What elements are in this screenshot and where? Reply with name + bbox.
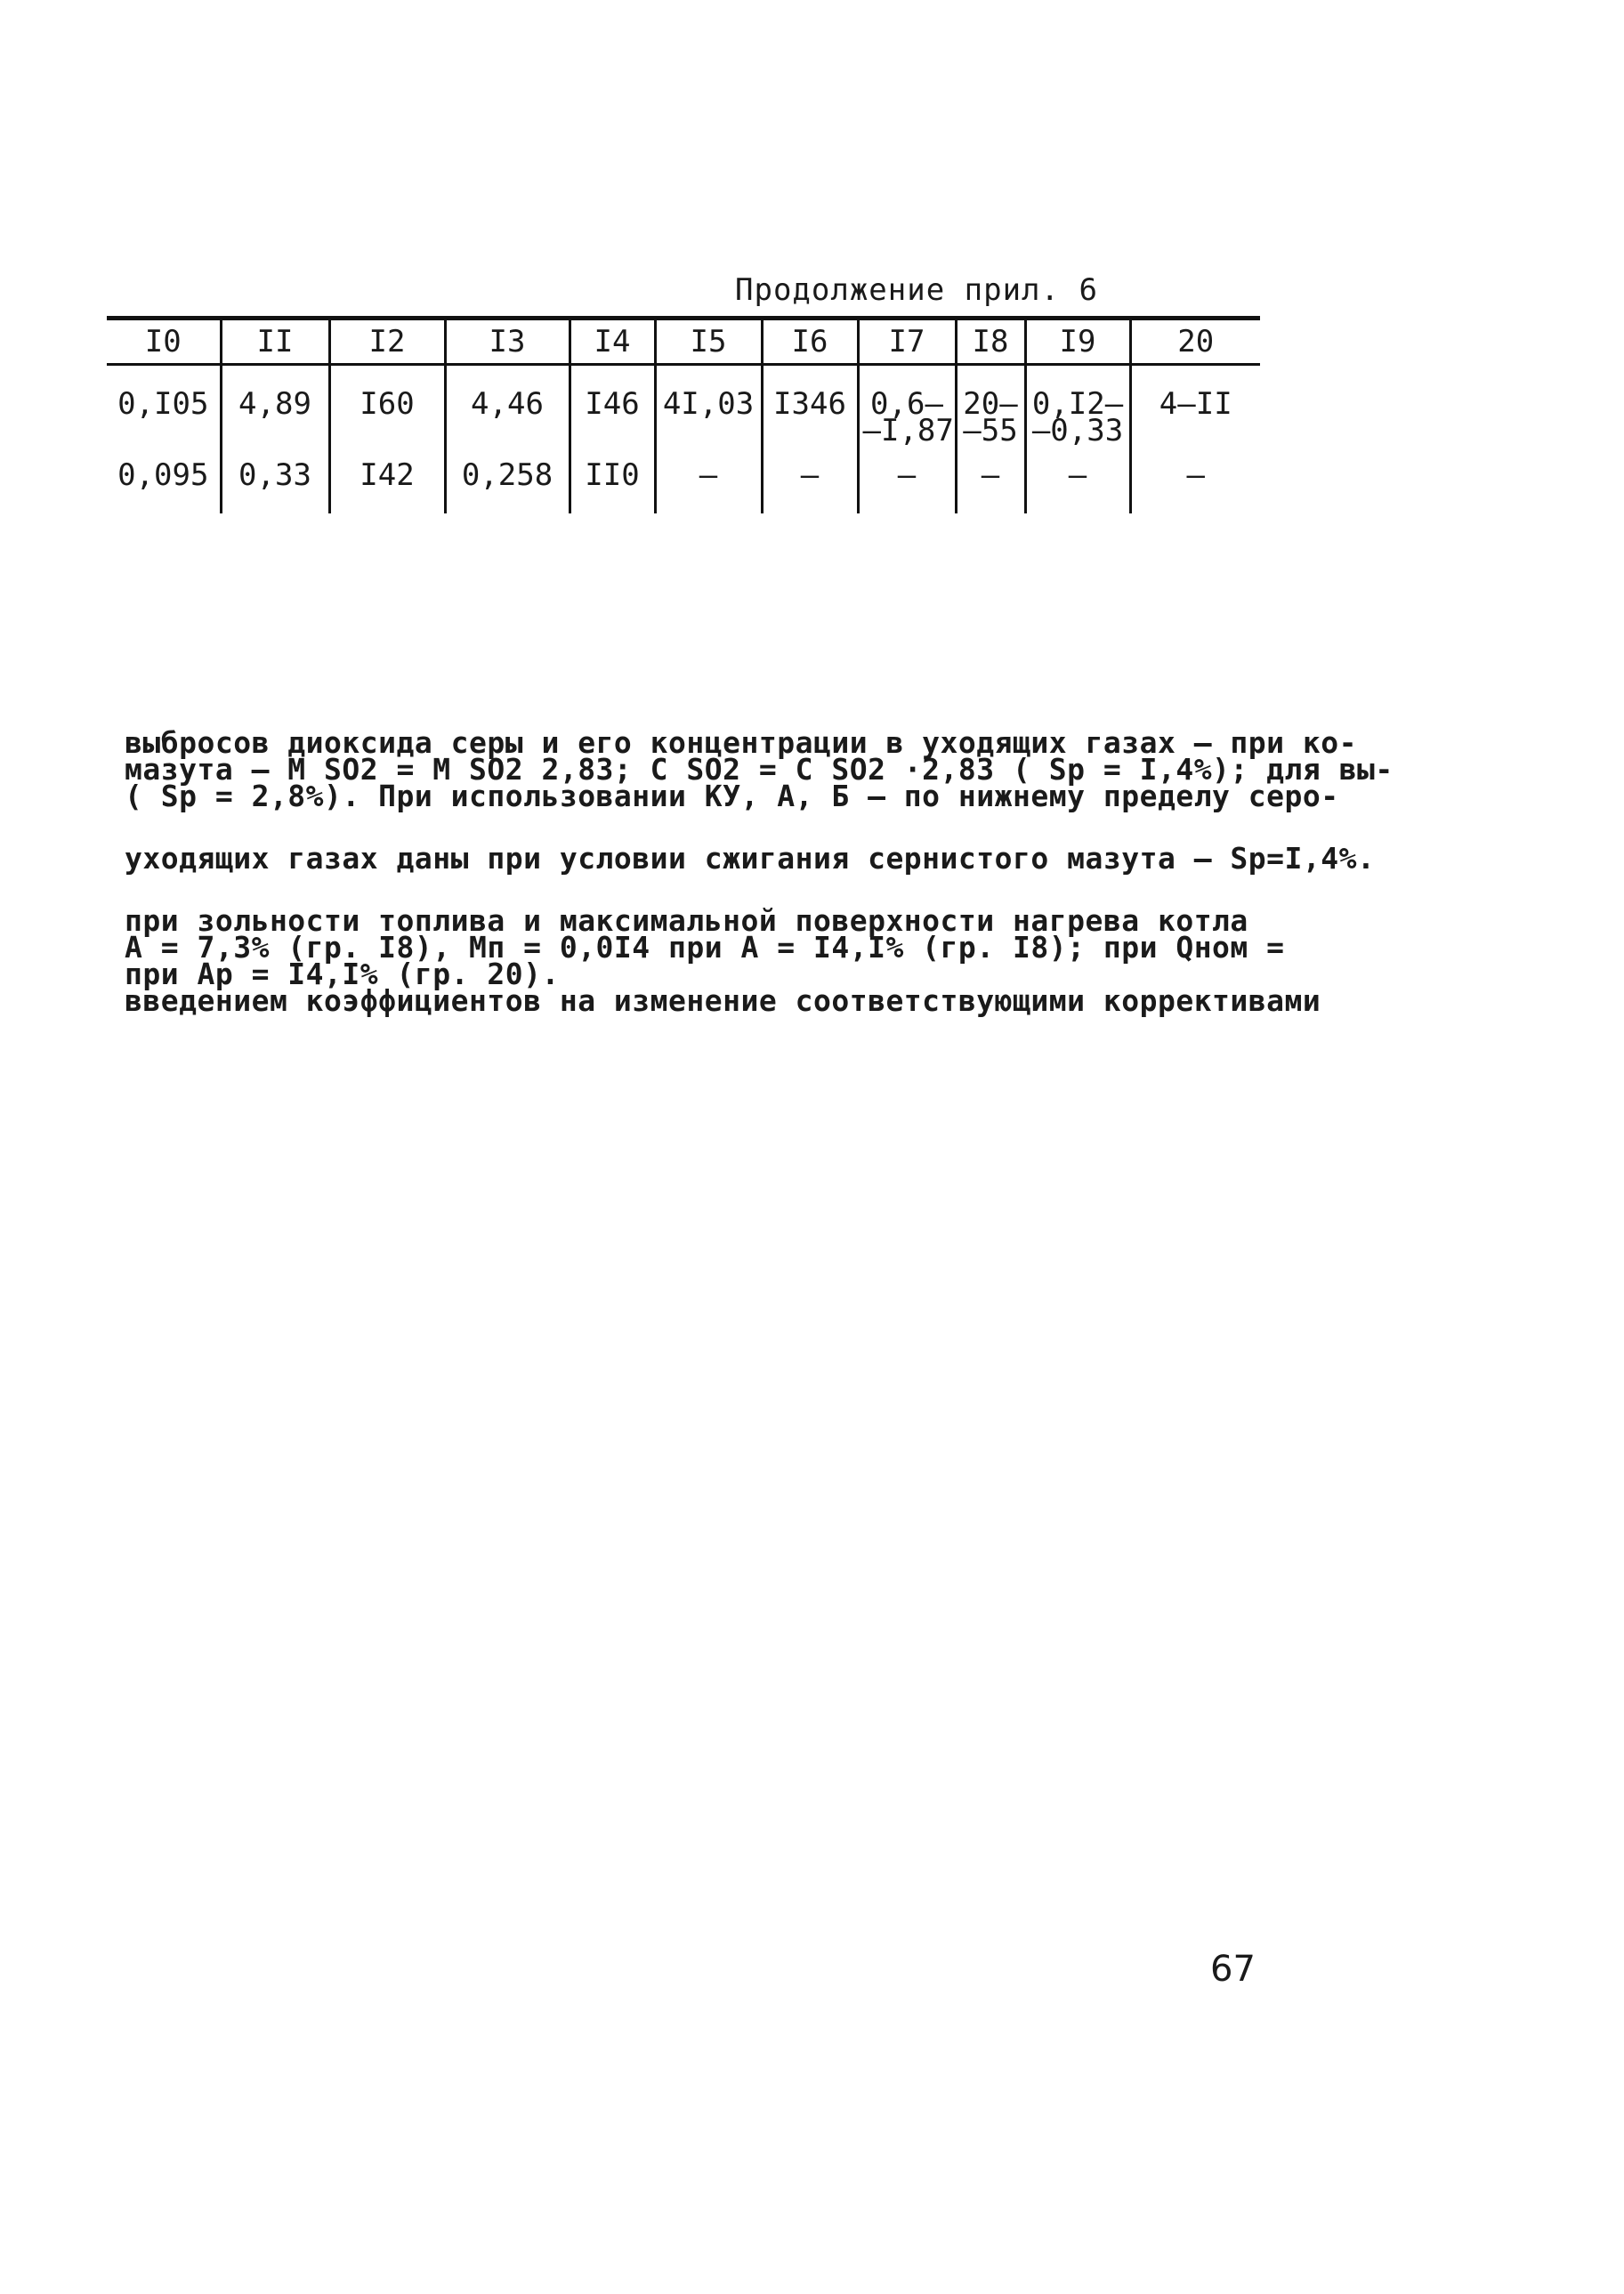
column-header: I4 (570, 319, 655, 365)
note-line: А = 7,3% (гр. I8), Mп = 0,0I4 при А = I4,I% (гр. I8); при Qном = (125, 930, 1285, 965)
table-cell: – (1130, 449, 1260, 513)
column-header: I7 (858, 319, 956, 365)
spacer (125, 810, 1299, 845)
table-cell: – (655, 449, 762, 513)
column-header: I5 (655, 319, 762, 365)
data-table (107, 316, 1260, 513)
table-cell: – (858, 449, 956, 513)
table-cell: II0 (570, 449, 655, 513)
column-header: I9 (1025, 319, 1130, 365)
table-row (107, 449, 1260, 513)
column-header: I0 (144, 324, 182, 359)
note-line: ( Sр = 2,8%). При использовании КУ, А, Б – по нижнему пределу серо- (125, 779, 1339, 813)
continuation-label: Продолжение прил. 6 (735, 272, 1098, 308)
table-cell: 4,89 (221, 365, 329, 450)
table-cell: I46 (570, 365, 655, 450)
spacer (125, 872, 1299, 908)
column-header: I2 (329, 319, 445, 365)
column-header: I8 (956, 319, 1025, 365)
table-cell: 4I,03 (655, 365, 762, 450)
column-header: I3 (445, 319, 570, 365)
table-cell: – (956, 449, 1025, 513)
note-line: при зольности топлива и максимальной поверхности нагрева котла (125, 903, 1248, 938)
page-number: 67 (1210, 1949, 1256, 1990)
table-cell: 4,46 (445, 365, 570, 450)
table-cell: 0,33 (221, 449, 329, 513)
table-cell: 0,6– –I,87 (858, 365, 956, 450)
note-line: выбросов диоксида серы и его концентрации в уходящих газах – при ко- (125, 725, 1358, 760)
table-cell: 0,095 (117, 457, 209, 493)
table-cell: 0,I2– –0,33 (1025, 365, 1130, 450)
table-cell: I60 (329, 365, 445, 450)
table-cell: I346 (762, 365, 858, 450)
table-cell: 4–II (1130, 365, 1260, 450)
table-cell: I42 (329, 449, 445, 513)
note-line: уходящих газах даны при условии сжигания сернистого мазута – Sр=I,4%. (125, 841, 1376, 876)
column-header: 20 (1130, 319, 1260, 365)
table-header-row (107, 319, 1260, 365)
notes-section (125, 725, 1394, 1018)
column-header: I6 (762, 319, 858, 365)
table-cell: – (762, 449, 858, 513)
table-cell: 0,258 (445, 449, 570, 513)
table-cell: – (1025, 449, 1130, 513)
column-header: II (221, 319, 329, 365)
table-cell: 20– –55 (956, 365, 1025, 450)
note-line: введением коэффициентов на изменение соответствующими коррективами (125, 983, 1321, 1018)
table-row (107, 365, 1260, 450)
note-line: при Aр = I4,I% (гр. 20). (125, 957, 560, 991)
table-cell: 0,I05 (117, 386, 209, 422)
note-line: мазута – M SO2 = M SO2 2,83; C SO2 = C SO2 ·2,83 ( Sр = I,4%); для вы- (125, 752, 1394, 787)
